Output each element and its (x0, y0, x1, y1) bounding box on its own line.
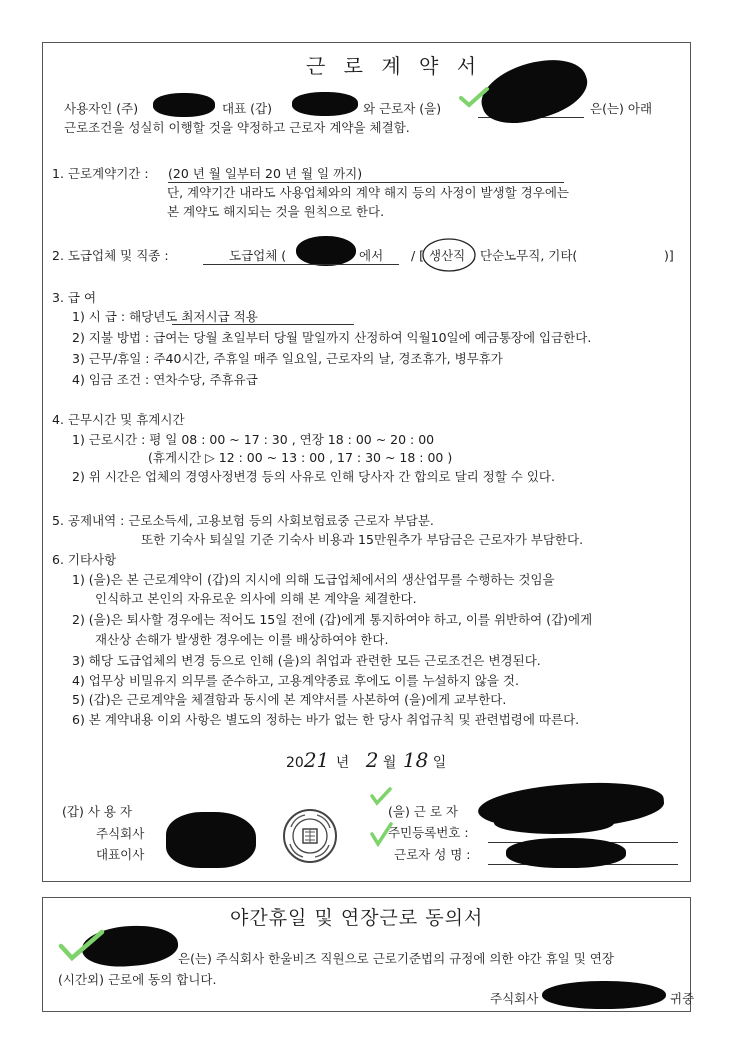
misc-item-4: 4) 업무상 비밀유지 의무를 준수하고, 고용계약종료 후에도 이를 누설하지 않을 것. (72, 673, 519, 688)
contract-date (286, 750, 446, 773)
deductions-line-2: 또한 기숙사 퇴실일 기준 기숙사 비용과 15만원추가 부담금은 근로자가 부담한다. (141, 532, 584, 547)
wage-underline (172, 324, 354, 325)
intro-ceo-label: 대표 (갑) (222, 101, 272, 116)
break-hours: (휴게시간 ▷ 12 : 00 ~ 13 : 00 , 17 : 30 ~ 18 : 00 ) (148, 450, 453, 465)
section4-heading: 4. 근무시간 및 휴계시간 (52, 412, 185, 427)
section6-heading: 6. 기타사항 (52, 552, 117, 567)
section1-line-3: 본 계약도 해지되는 것을 원칙으로 한다. (167, 204, 385, 219)
contract-period: (20 년 월 일부터 20 년 월 일 까지) (168, 166, 363, 181)
section2-heading: 2. 도급업체 및 직종 : (52, 248, 169, 263)
deductions: 5. 공제내역 : 근로소득세, 고용보험 등의 사회보험료중 근로자 부담분. (52, 513, 434, 528)
date-year-handwritten: 21 (303, 748, 330, 772)
redaction-employee-rrn (494, 812, 614, 834)
consent-line-2: (시간외) 근로에 동의 합니다. (58, 972, 217, 987)
working-hours: 1) 근로시간 : 평 일 08 : 00 ~ 17 : 30 , 연장 18 : 00 ~ 20 : 00 (72, 432, 435, 447)
check-mark-icon (58, 928, 106, 962)
employer-label: (갑) 사 용 자 (62, 804, 132, 819)
contractor-prefix: 도급업체 ( (229, 248, 287, 263)
redaction-consent-company (542, 981, 666, 1009)
contractor-underline (203, 264, 399, 265)
section3-heading: 3. 급 여 (52, 290, 97, 305)
date-year-label: 년 (335, 755, 350, 771)
redaction-employer-company (153, 93, 215, 117)
intro-employer-prefix: 사용자인 (주) (64, 101, 139, 116)
check-mark-icon (458, 86, 490, 108)
wage-conditions: 4) 임금 조건 : 연차수당, 주휴유급 (72, 372, 258, 387)
redaction-employee-name (506, 838, 626, 868)
misc-item-3: 3) 해당 도급업체의 변경 등으로 인해 (을)의 취업과 관련한 모든 근로조건은 변경된다. (72, 653, 541, 668)
contract-title: 근 로 계 약 서 (306, 54, 483, 78)
job-list-prefix: / [ (411, 248, 425, 263)
employer-company-label: 주식회사 (96, 826, 145, 841)
consent-company-label: 주식회사 (490, 991, 539, 1006)
section1-line-2: 단, 계약기간 내라도 사용업체와의 계약 해지 등의 사정이 발생할 경우에는 (167, 185, 569, 200)
job-list-rest: , 단순노무직, 기타( (472, 248, 578, 263)
job-list-close: )] (664, 248, 674, 263)
check-mark-icon (368, 786, 394, 856)
wage-hourly: 1) 시 급 : 해당년도 최저시급 적용 (72, 309, 258, 324)
misc-item-1b: 인식하고 본인의 자유로운 의사에 의해 본 계약을 체결한다. (95, 591, 417, 606)
date-day-label: 일 (432, 755, 447, 771)
redaction-contractor (296, 236, 356, 266)
wage-work-holiday: 3) 근무/휴일 : 주40시간, 주휴일 매주 일요일, 근로자의 날, 경조휴가, 병무휴가 (72, 351, 503, 366)
employee-name-label: 근로자 성 명 : (394, 847, 471, 862)
misc-item-2a: 2) (을)은 퇴사할 경우에는 적어도 15일 전에 (갑)에게 통지하여야 하고, 이를 위반하여 (갑)에게 (72, 612, 593, 627)
misc-item-2b: 재산상 손해가 발생한 경우에는 이를 배상하여야 한다. (95, 632, 389, 647)
period-underline (168, 182, 564, 183)
employee-rrn-label: 주민등록번호 : (388, 825, 469, 840)
selection-circle-icon (420, 236, 478, 274)
redaction-ceo-name (292, 92, 358, 116)
intro-worker-suffix: 은(는) 아래 (590, 101, 653, 116)
date-prefix: 20 (286, 755, 304, 771)
job-selected: 생산직 (429, 248, 466, 263)
misc-item-1a: 1) (을)은 본 근로계약이 (갑)의 지시에 의해 도급업체에서의 생산업무를 수행하는 것임을 (72, 572, 555, 587)
employer-ceo-label: 대표이사 (96, 847, 145, 862)
intro-line-2: 근로조건을 성실히 이행할 것을 약정하고 근로자 계약을 체결함. (64, 120, 410, 135)
section1-heading: 1. 근로계약기간 : (52, 166, 149, 181)
contractor-suffix: 에서 (359, 248, 384, 263)
date-day-handwritten: 18 (402, 748, 429, 772)
company-seal-icon (281, 807, 339, 865)
intro-worker-label: 와 근로자 (을) (363, 101, 442, 116)
consent-suffix: 귀중 (670, 991, 695, 1006)
redaction-employer-info (166, 812, 256, 868)
consent-title: 야간휴일 및 연장근로 동의서 (230, 907, 484, 929)
employee-label: (을) 근 로 자 (388, 804, 458, 819)
hours-change-note: 2) 위 시간은 업체의 경영사정변경 등의 사유로 인해 당사자 간 합의로 달리 정할 수 있다. (72, 469, 555, 484)
date-month-label: 월 (382, 755, 397, 771)
consent-line-1: 은(는) 주식회사 한울비즈 직원으로 근로기준법의 규정에 의한 야간 휴일 및 연장 (178, 951, 614, 966)
misc-item-5: 5) (갑)은 근로계약을 체결함과 동시에 본 계약서를 사본하여 (을)에게 교부한다. (72, 692, 507, 707)
date-month-handwritten: 2 (365, 748, 379, 772)
misc-item-6: 6) 본 계약내용 이외 사항은 별도의 정하는 바가 없는 한 당사 취업규칙 및 관련법령에 따른다. (72, 712, 580, 727)
wage-payment: 2) 지불 방법 : 급여는 당월 초일부터 당월 말일까지 산정하여 익월10일에 예금통장에 입금한다. (72, 330, 592, 345)
